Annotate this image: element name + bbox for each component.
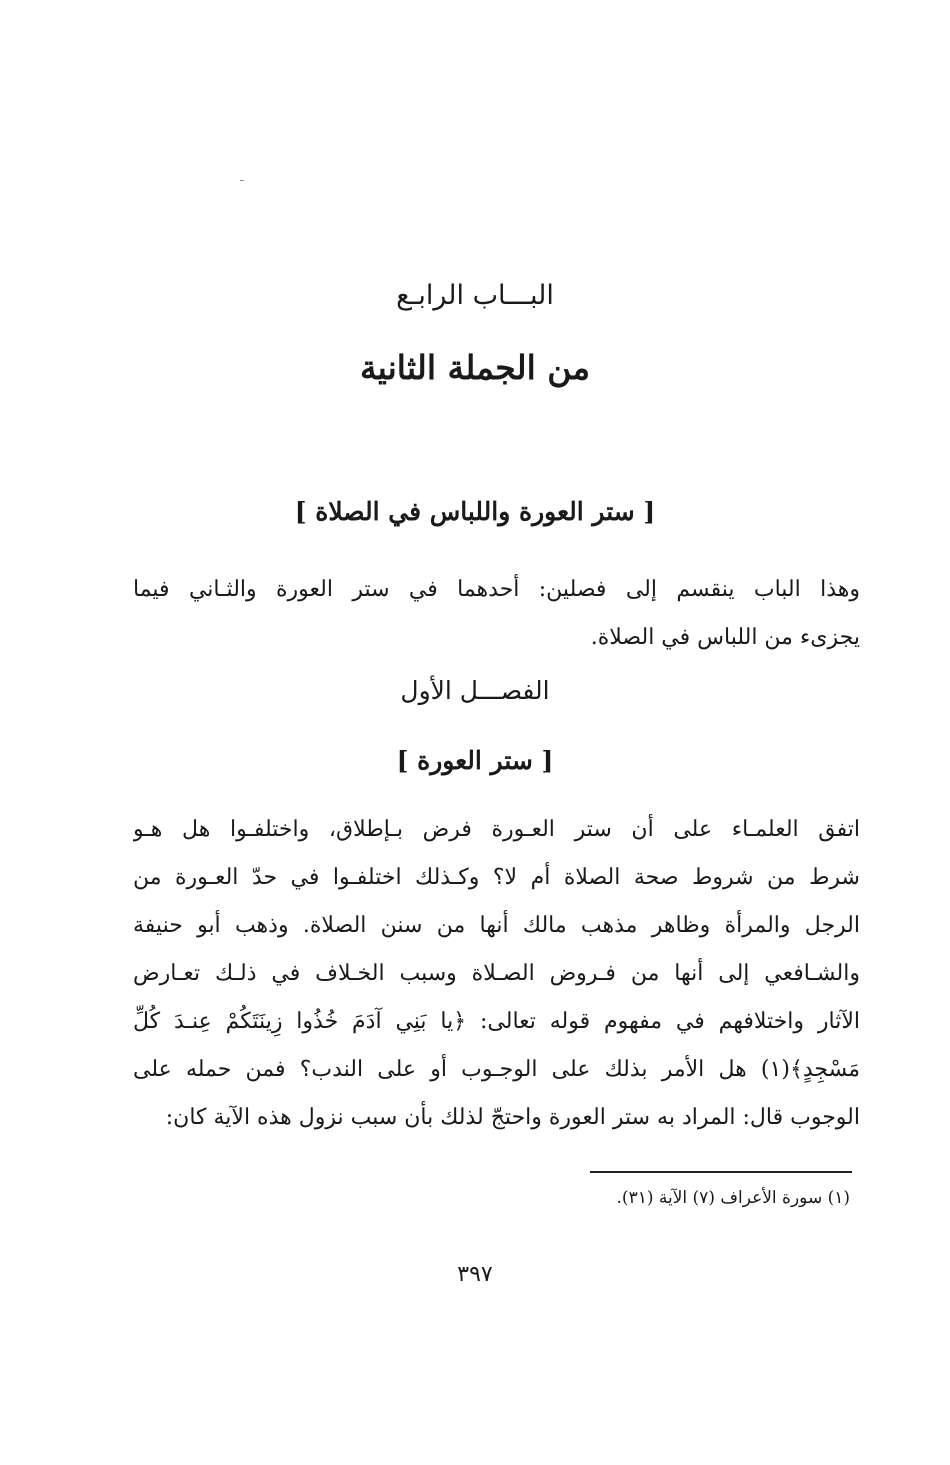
body-paragraph bbox=[133, 806, 860, 1142]
body-line: اتفق العلمـاء على أن ستر العـورة فرض بـإطلاق، واختلفـوا هل هـو bbox=[133, 817, 860, 842]
footnote: (١) سورة الأعراف (٧) الآية (٣١). bbox=[616, 1188, 850, 1208]
intro-line: وهذا الباب ينقسم إلى فصلين: أحدهما في ستر العورة والثـاني فيما bbox=[133, 577, 860, 602]
body-line: الوجوب قال: المراد به ستر العورة واحتجّ لذلك بأن سبب نزول هذه الآية كان: bbox=[165, 1105, 860, 1130]
section-title: الفصـــل الأول bbox=[400, 676, 550, 705]
intro-line: يجزىء من اللباس في الصلاة. bbox=[590, 625, 860, 650]
body-line: الآثار واختلافهم في مفهوم قوله تعالى: ﴿يا بَنِي آدَمَ خُذُوا زِينَتَكُمْ عِنـدَ كُلِّ bbox=[133, 1009, 860, 1034]
body-line: والشـافعي إلى أنها من فـروض الصـلاة وسبب الخـلاف في ذلـك تعـارض bbox=[133, 961, 860, 986]
chapter-subtitle: من الجملة الثانية bbox=[359, 348, 591, 387]
body-line: مَسْجِدٍ﴾(١) هل الأمر بذلك على الوجـوب أو على الندب؟ فمن حمله على bbox=[133, 1057, 860, 1082]
intro-paragraph bbox=[133, 566, 860, 662]
body-line: الرجل والمرأة وظاهر مذهب مالك أنها من سنن الصلاة. وذهب أبو حنيفة bbox=[133, 913, 860, 938]
body-line: شرط من شروط صحة الصلاة أم لا؟ وكـذلك اختلفـوا في حدّ العـورة من bbox=[133, 865, 860, 890]
main-heading: [ ستر العورة واللباس في الصلاة ] bbox=[294, 497, 656, 526]
footnote-divider bbox=[590, 1171, 852, 1173]
chapter-title: البـــاب الرابـع bbox=[396, 280, 554, 311]
page-number: ٣٩٧ bbox=[457, 1262, 493, 1287]
speck-mark bbox=[240, 180, 244, 181]
section-heading: [ ستر العورة ] bbox=[396, 746, 554, 775]
